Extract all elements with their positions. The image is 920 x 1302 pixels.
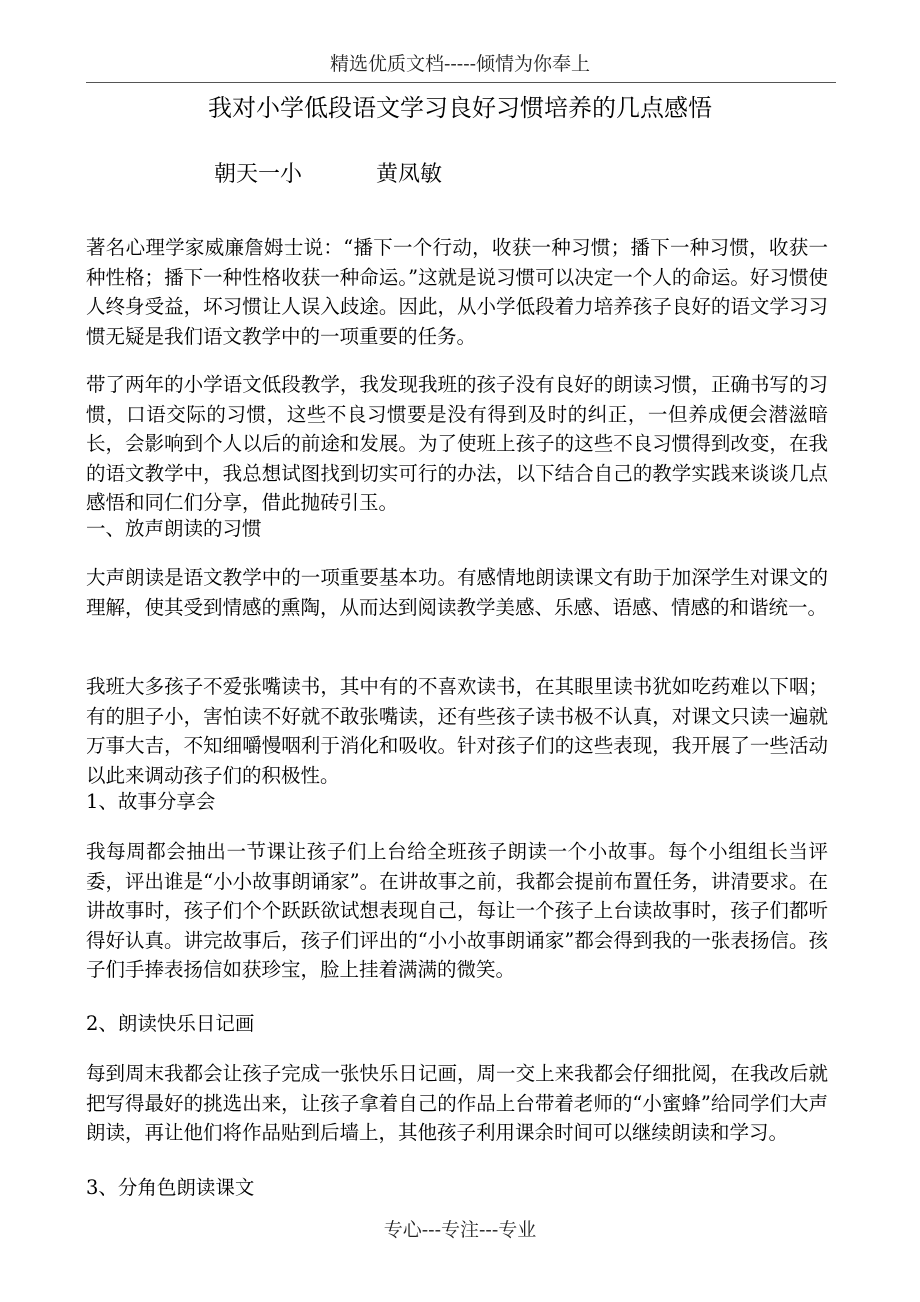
paragraph-3: 大声朗读是语文教学中的一项重要基本功。有感情地朗读课文有助于加深学生对课文的理解，使其受到情感的熏陶，从而达到阅读教学美感、乐感、语感、情感的和谐统一。: [86, 566, 828, 619]
paragraph-2: 带了两年的小学语文低段教学，我发现我班的孩子没有良好的朗读习惯，正确书写的习惯，口语交际的习惯，这些不良习惯要是没有得到及时的纠正，一但养成便会潜滋暗长，会影响到个人以后的前途和发展。为了使班上孩子的这些不良习惯得到改变，在我的语文教学中，我总想试图找到切实可行的办法，以下结合自己的教学实践来谈谈几点感悟和同仁们分享，借此抛砖引玉。: [86, 373, 828, 514]
page-header: 精选优质文档-----倾情为你奉上: [329, 53, 591, 75]
sub-heading-1: 1、故事分享会: [86, 790, 216, 813]
paragraph-6: 每到周末我都会让孩子完成一张快乐日记画，周一交上来我都会仔细批阅，在我改后就把写得最好的挑选出来，让孩子拿着自己的作品上台带着老师的“小蜜蜂”给同学们大声朗读，再让他们将作品贴到后墙上，其他孩子利用课余时间可以继续朗读和学习。: [86, 1062, 828, 1144]
sub-heading-2: 2、朗读快乐日记画: [86, 1012, 255, 1035]
document-title: 我对小学低段语文学习良好习惯培养的几点感悟: [208, 94, 712, 122]
byline-school: 朝天一小: [214, 162, 303, 187]
paragraph-4: 我班大多孩子不爱张嘴读书，其中有的不喜欢读书，在其眼里读书犹如吃药难以下咽；有的胆子小，害怕读不好就不敢张嘴读，还有些孩子读书极不认真，对课文只读一遍就万事大吉，不知细嚼慢咽利于消化和吸收。针对孩子们的这些表现，我开展了一些活动以此来调动孩子们的积极性。: [86, 675, 828, 787]
section-heading-1: 一、放声朗读的习惯: [86, 517, 262, 540]
page-footer: 专心---专注---专业: [383, 1219, 537, 1241]
header-divider: [86, 82, 836, 83]
sub-heading-3: 3、分角色朗读课文: [86, 1176, 255, 1199]
byline-author: 黄凤敏: [376, 162, 443, 187]
paragraph-1: 著名心理学家威廉詹姆士说：“播下一个行动，收获一种习惯；播下一种习惯，收获一种性格；播下一种性格收获一种命运。”这就是说习惯可以决定一个人的命运。好习惯使人终身受益，坏习惯让人误入歧途。因此，从小学低段着力培养孩子良好的语文学习习惯无疑是我们语文教学中的一项重要的任务。: [86, 236, 828, 348]
paragraph-5: 我每周都会抽出一节课让孩子们上台给全班孩子朗读一个小故事。每个小组组长当评委，评出谁是“小小故事朗诵家”。在讲故事之前，我都会提前布置任务，讲清要求。在讲故事时，孩子们个个跃跃欲试想表现自己，每让一个孩子上台读故事时，孩子们都听得好认真。讲完故事后，孩子们评出的“小小故事朗诵家”都会得到我的一张表扬信。孩子们手捧表扬信如获珍宝，脸上挂着满满的微笑。: [86, 840, 828, 981]
